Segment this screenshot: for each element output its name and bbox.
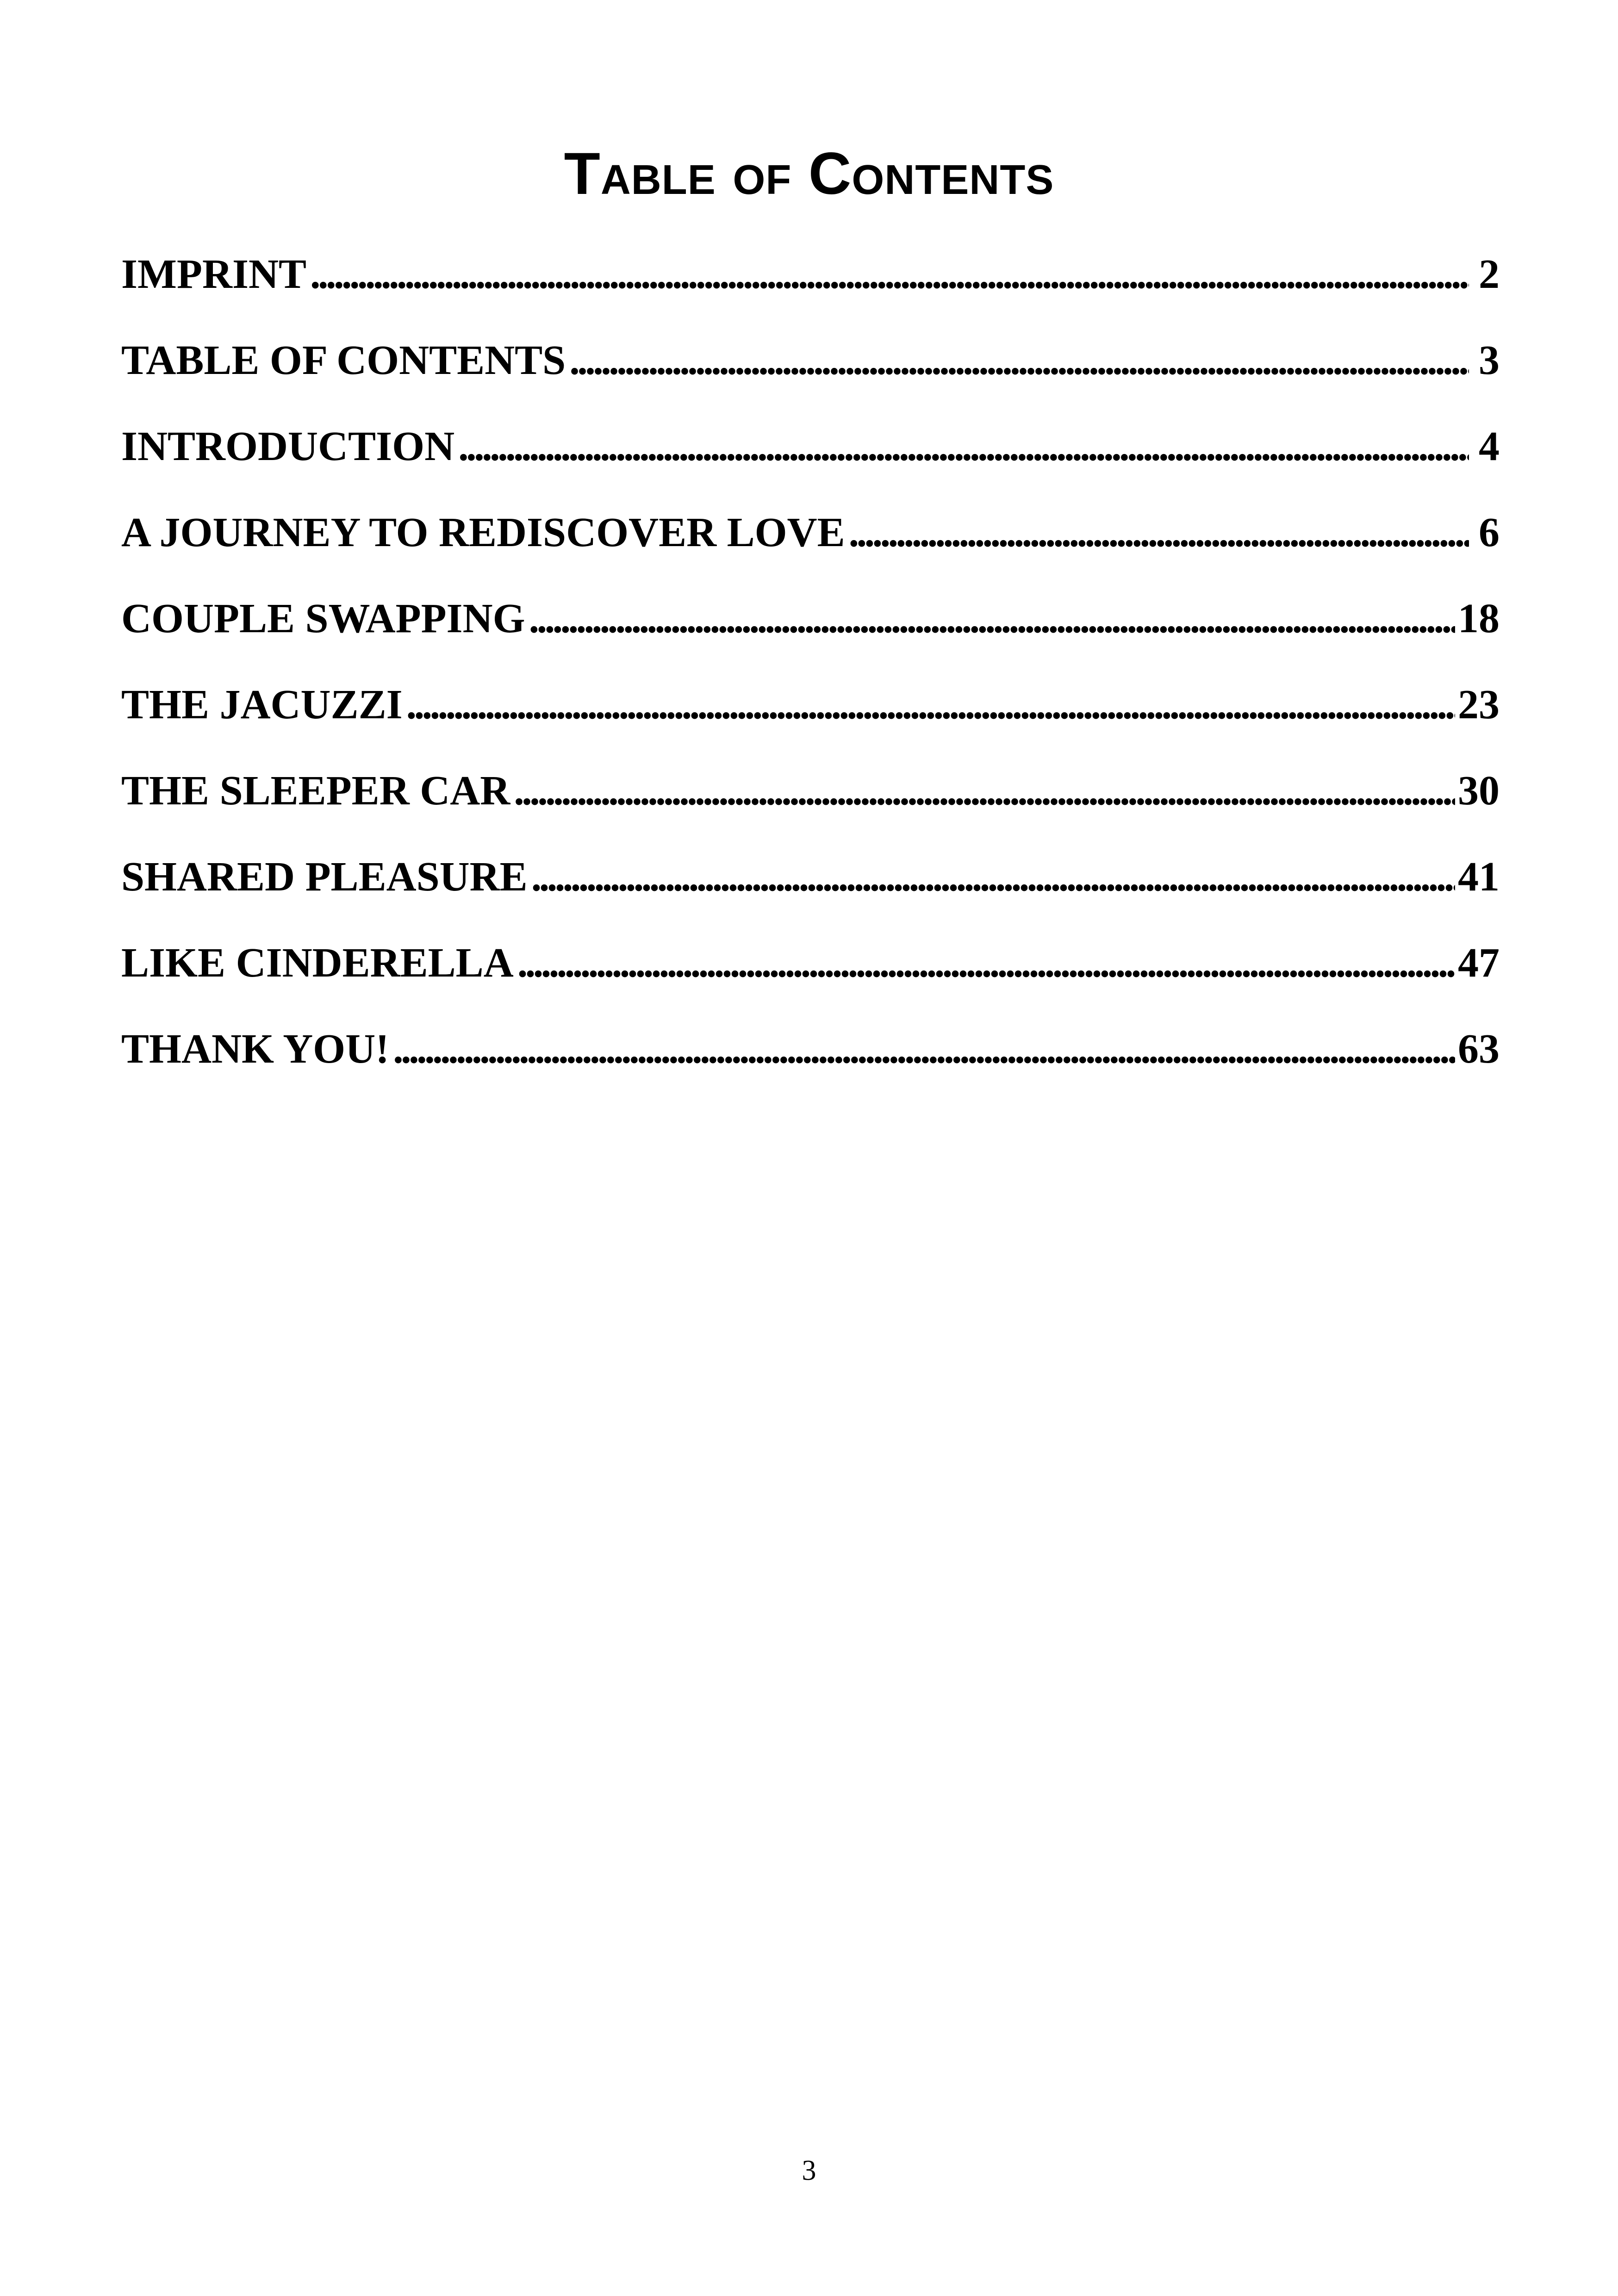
toc-entry-label: SHARED PLEASURE xyxy=(121,854,528,900)
toc-entry-page: 6 xyxy=(1479,510,1500,555)
toc-entry-page: 41 xyxy=(1458,854,1500,900)
dot-leader xyxy=(849,490,1469,576)
toc-entry-page: 63 xyxy=(1458,1026,1500,1072)
toc-entry-page: 2 xyxy=(1479,251,1500,297)
table-of-contents xyxy=(121,231,1500,1092)
toc-entry-the-sleeper-car[interactable] xyxy=(121,748,1500,834)
dot-leader xyxy=(529,576,1455,662)
toc-entry-the-jacuzzi[interactable] xyxy=(121,662,1500,748)
toc-entry-introduction[interactable] xyxy=(121,404,1500,490)
toc-entry-label: THE SLEEPER CAR xyxy=(121,768,510,814)
dot-leader xyxy=(458,404,1469,490)
toc-entry-like-cinderella[interactable] xyxy=(121,920,1500,1006)
toc-entry-label: LIKE CINDERELLA xyxy=(121,940,514,986)
toc-entry-label: COUPLE SWAPPING xyxy=(121,596,525,641)
toc-entry-label: INTRODUCTION xyxy=(121,423,455,469)
toc-entry-page: 4 xyxy=(1479,423,1500,469)
page-title: Table of Contents xyxy=(564,140,1054,207)
toc-entry-page: 23 xyxy=(1458,682,1500,728)
toc-entry-shared-pleasure[interactable] xyxy=(121,834,1500,920)
toc-entry-table-of-contents[interactable] xyxy=(121,317,1500,404)
dot-leader xyxy=(406,662,1455,748)
dot-leader xyxy=(514,748,1455,834)
toc-entry-page: 30 xyxy=(1458,768,1500,814)
toc-entry-label: TABLE OF CONTENTS xyxy=(121,337,566,383)
toc-entry-imprint[interactable] xyxy=(121,231,1500,317)
dot-leader xyxy=(531,834,1455,920)
toc-entry-label: THANK YOU! xyxy=(121,1026,390,1072)
toc-entry-page: 3 xyxy=(1479,337,1500,383)
toc-entry-page: 47 xyxy=(1458,940,1500,986)
toc-entry-page: 18 xyxy=(1458,596,1500,641)
toc-entry-couple-swapping[interactable] xyxy=(121,576,1500,662)
dot-leader xyxy=(569,317,1469,404)
toc-entry-a-journey-to-rediscover-love[interactable] xyxy=(121,490,1500,576)
toc-entry-thank-you[interactable] xyxy=(121,1006,1500,1092)
page-number: 3 xyxy=(802,2155,816,2186)
dot-leader xyxy=(310,231,1469,317)
dot-leader xyxy=(517,920,1455,1006)
toc-entry-label: A JOURNEY TO REDISCOVER LOVE xyxy=(121,510,845,555)
toc-entry-label: THE JACUZZI xyxy=(121,682,403,728)
toc-entry-label: IMPRINT xyxy=(121,251,306,297)
dot-leader xyxy=(393,1006,1455,1092)
